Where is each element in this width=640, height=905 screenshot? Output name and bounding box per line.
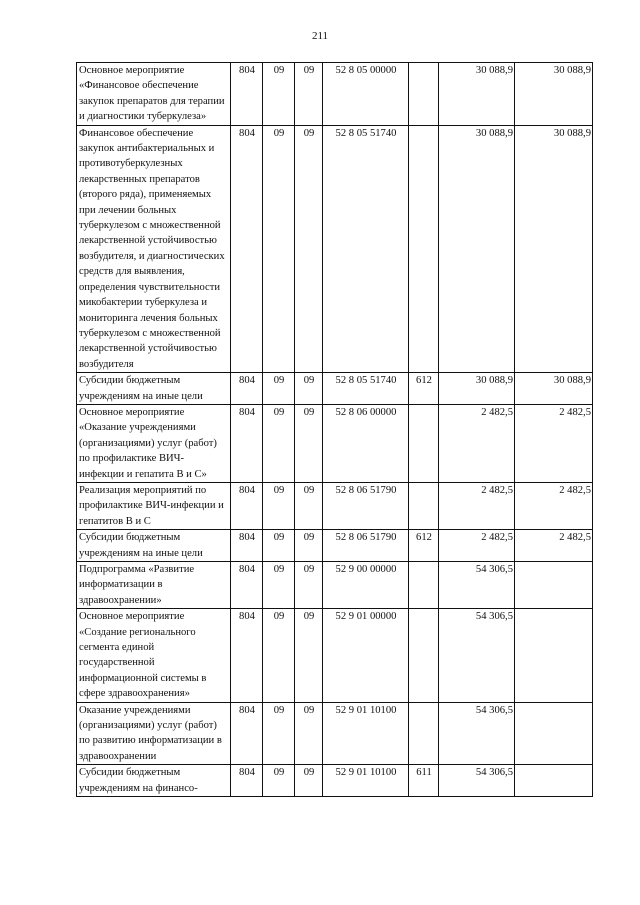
table-row xyxy=(77,63,593,126)
article-code: 52 9 01 00000 xyxy=(323,609,409,702)
section-code: 09 xyxy=(263,530,295,562)
section-code: 09 xyxy=(263,562,295,609)
sum-year-2 xyxy=(515,702,593,765)
table-row xyxy=(77,609,593,702)
expense-kind-code xyxy=(409,562,439,609)
article-code: 52 8 05 00000 xyxy=(323,63,409,126)
sum-year-2: 30 088,9 xyxy=(515,63,593,126)
ministry-code: 804 xyxy=(231,765,263,797)
expense-kind-code xyxy=(409,125,439,373)
section-code: 09 xyxy=(263,765,295,797)
subsection-code: 09 xyxy=(295,482,323,529)
sum-year-2 xyxy=(515,765,593,797)
ministry-code: 804 xyxy=(231,373,263,405)
table-row xyxy=(77,530,593,562)
subsection-code: 09 xyxy=(295,702,323,765)
row-name: Субсидии бюджетным учреждениям на иные цели xyxy=(77,530,231,562)
subsection-code: 09 xyxy=(295,609,323,702)
sum-year-2: 30 088,9 xyxy=(515,373,593,405)
table-row xyxy=(77,404,593,482)
row-name: Финансовое обеспечение закупок антибактериальных и противотуберкулезных лекарственных препаратов (второго ряда), применяемых при лечении больных туберкулезом с множественной лекарственной устойчивостью возбудителя, и диагностических средств для выявления, определения чувствительности микобактерии туберкулеза и мониторинга лечения больных туберкулезом с множественной лекарственной устойчивостью возбудителя xyxy=(77,125,231,373)
article-code: 52 9 01 10100 xyxy=(323,702,409,765)
section-code: 09 xyxy=(263,404,295,482)
ministry-code: 804 xyxy=(231,562,263,609)
sum-year-2: 30 088,9 xyxy=(515,125,593,373)
sum-year-2: 2 482,5 xyxy=(515,530,593,562)
table-row xyxy=(77,125,593,373)
article-code: 52 8 05 51740 xyxy=(323,373,409,405)
subsection-code: 09 xyxy=(295,404,323,482)
article-code: 52 8 06 00000 xyxy=(323,404,409,482)
expense-kind-code: 611 xyxy=(409,765,439,797)
table-row xyxy=(77,373,593,405)
table-row xyxy=(77,562,593,609)
table-row xyxy=(77,702,593,765)
sum-year-1: 54 306,5 xyxy=(439,562,515,609)
subsection-code: 09 xyxy=(295,530,323,562)
sum-year-1: 30 088,9 xyxy=(439,125,515,373)
page-number: 211 xyxy=(311,30,329,42)
expense-kind-code xyxy=(409,404,439,482)
row-name: Подпрограмма «Развитие информатизации в здравоохранении» xyxy=(77,562,231,609)
expense-kind-code: 612 xyxy=(409,373,439,405)
section-code: 09 xyxy=(263,125,295,373)
article-code: 52 9 01 10100 xyxy=(323,765,409,797)
sum-year-2 xyxy=(515,562,593,609)
article-code: 52 8 06 51790 xyxy=(323,482,409,529)
row-name: Субсидии бюджетным учреждениям на иные цели xyxy=(77,373,231,405)
article-code: 52 8 05 51740 xyxy=(323,125,409,373)
row-name: Реализация мероприятий по профилактике ВИЧ-инфекции и гепатитов В и С xyxy=(77,482,231,529)
sum-year-2 xyxy=(515,609,593,702)
expense-kind-code: 612 xyxy=(409,530,439,562)
sum-year-1: 30 088,9 xyxy=(439,373,515,405)
sum-year-1: 54 306,5 xyxy=(439,765,515,797)
subsection-code: 09 xyxy=(295,562,323,609)
subsection-code: 09 xyxy=(295,765,323,797)
expense-kind-code xyxy=(409,702,439,765)
row-name: Основное мероприятие «Финансовое обеспечение закупок препаратов для терапии и диагностики туберкулеза» xyxy=(77,63,231,126)
sum-year-1: 54 306,5 xyxy=(439,609,515,702)
article-code: 52 8 06 51790 xyxy=(323,530,409,562)
sum-year-1: 54 306,5 xyxy=(439,702,515,765)
table-row xyxy=(77,765,593,797)
expense-kind-code xyxy=(409,482,439,529)
ministry-code: 804 xyxy=(231,609,263,702)
ministry-code: 804 xyxy=(231,530,263,562)
subsection-code: 09 xyxy=(295,125,323,373)
section-code: 09 xyxy=(263,482,295,529)
section-code: 09 xyxy=(263,63,295,126)
budget-table xyxy=(76,62,593,797)
ministry-code: 804 xyxy=(231,702,263,765)
subsection-code: 09 xyxy=(295,63,323,126)
expense-kind-code xyxy=(409,609,439,702)
sum-year-1: 2 482,5 xyxy=(439,482,515,529)
row-name: Субсидии бюджетным учреждениям на финансо- xyxy=(77,765,231,797)
table-row xyxy=(77,482,593,529)
sum-year-1: 2 482,5 xyxy=(439,404,515,482)
expense-kind-code xyxy=(409,63,439,126)
section-code: 09 xyxy=(263,373,295,405)
ministry-code: 804 xyxy=(231,404,263,482)
sum-year-2: 2 482,5 xyxy=(515,482,593,529)
section-code: 09 xyxy=(263,609,295,702)
ministry-code: 804 xyxy=(231,482,263,529)
ministry-code: 804 xyxy=(231,125,263,373)
subsection-code: 09 xyxy=(295,373,323,405)
row-name: Оказание учреждениями (организациями) услуг (работ) по развитию информатизации в здравоохранении xyxy=(77,702,231,765)
sum-year-1: 30 088,9 xyxy=(439,63,515,126)
sum-year-2: 2 482,5 xyxy=(515,404,593,482)
section-code: 09 xyxy=(263,702,295,765)
sum-year-1: 2 482,5 xyxy=(439,530,515,562)
article-code: 52 9 00 00000 xyxy=(323,562,409,609)
row-name: Основное мероприятие «Оказание учреждениями (организациями) услуг (работ) по профилактике ВИЧ-инфекции и гепатита В и С» xyxy=(77,404,231,482)
row-name: Основное мероприятие «Создание регионального сегмента единой государственной информационной системы в сфере здравоохранения» xyxy=(77,609,231,702)
ministry-code: 804 xyxy=(231,63,263,126)
